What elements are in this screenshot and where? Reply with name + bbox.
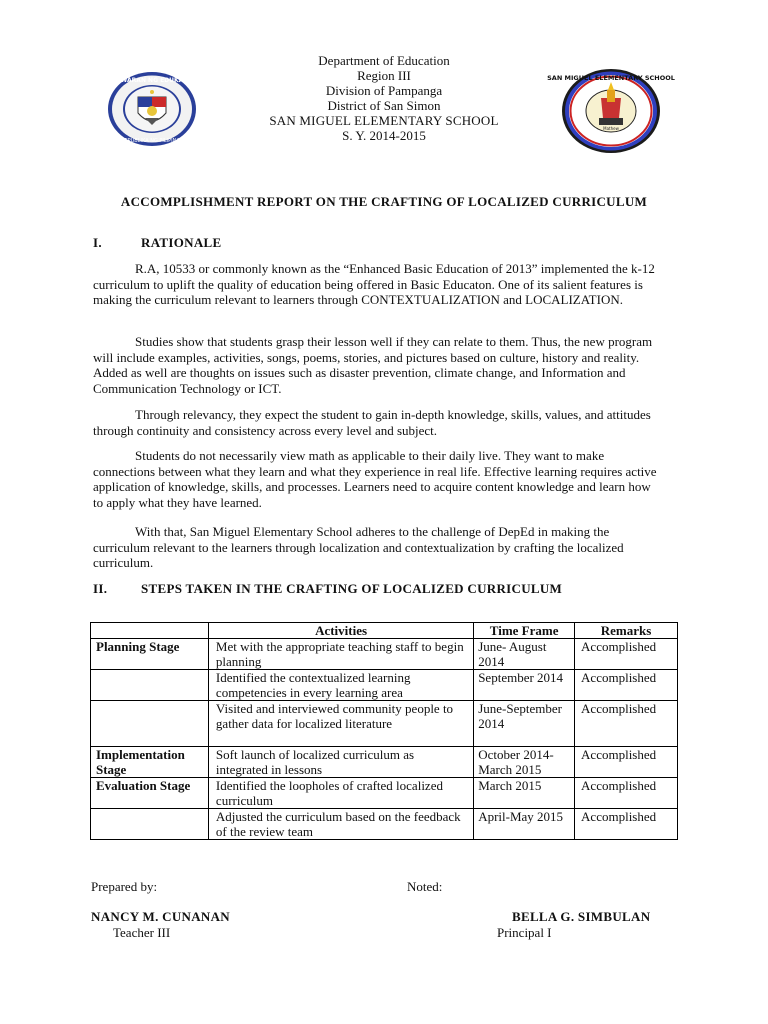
section-number: I. [93,235,102,250]
rationale-paragraph [93,261,659,308]
remarks-cell: Accomplished [575,809,678,840]
time-frame-cell: September 2014 [474,670,575,701]
time-frame-cell: October 2014-March 2015 [474,747,575,778]
svg-text:Mathew: Mathew [603,126,619,131]
noter-name: BELLA G. SIMBULAN [512,909,651,924]
table-row [91,809,678,840]
activity-cell: Identified the contextualized learning competencies in every learning area [208,670,473,701]
header-line-district: District of San Simon [327,98,441,113]
remarks-cell: Accomplished [575,670,678,701]
steps-table [90,622,678,840]
table-header-row [91,623,678,639]
rationale-paragraph [93,524,659,571]
header-line-division: Division of Pampanga [325,83,443,98]
header-line-region: Region III [357,68,411,83]
table-row [91,778,678,809]
remarks-cell: Accomplished [575,639,678,670]
noter-title: Principal I [497,925,552,940]
paragraph-text: Students do not necessarily view math as applicable to their daily live. They want to make connections between what they learn and what they experience in real life. Effective learning requires active application of knowledge, skills, and processes. Learners need to acquire content knowledge and learn how to apply what they have learned. [93,448,657,510]
svg-text:REPUBLIKA NG PILIPINAS: REPUBLIKA NG PILIPINAS [121,138,183,144]
activity-cell: Visited and interviewed community people to gather data for localized literature [208,701,473,747]
paragraph-text: Through relevancy, they expect the student to gain in-depth knowledge, skills, values, and attitudes through continuity and consistency across every level and subject. [93,407,651,438]
time-frame-cell: April-May 2015 [474,809,575,840]
table-row [91,670,678,701]
remarks-cell: Accomplished [575,701,678,747]
table-row [91,639,678,670]
header-line-school-year: S. Y. 2014-2015 [342,128,426,143]
preparer-title: Teacher III [113,925,171,940]
svg-text:KAGAWARAN NG EDUKASYON: KAGAWARAN NG EDUKASYON [102,77,202,84]
header-time-frame: Time Frame [474,623,575,639]
stage-cell [91,809,209,840]
section-number: II. [93,581,108,596]
rationale-paragraph [93,407,659,438]
activity-cell: Identified the loopholes of crafted localized curriculum [208,778,473,809]
svg-text:SAN MIGUEL ELEMENTARY SCHOOL: SAN MIGUEL ELEMENTARY SCHOOL [547,74,675,82]
table-row [91,747,678,778]
preparer-name: NANCY M. CUNANAN [91,909,230,924]
noted-label: Noted: [407,879,443,894]
section-label: RATIONALE [141,235,222,250]
rationale-paragraph [93,448,659,510]
section-label: STEPS TAKEN IN THE CRAFTING OF LOCALIZED CURRICULUM [141,581,563,596]
header-line-department: Department of Education [318,53,450,68]
stage-cell [91,670,209,701]
stage-cell: Evaluation Stage [91,778,209,809]
header-line-school: SAN MIGUEL ELEMENTARY SCHOOL [269,113,499,128]
header-activities: Activities [208,623,473,639]
document-header [0,53,768,143]
activity-cell: Soft launch of localized curriculum as integrated in lessons [208,747,473,778]
activity-cell: Met with the appropriate teaching staff to begin planning [208,639,473,670]
paragraph-text: Studies show that students grasp their lesson well if they can relate to them. Thus, the new program will include examples, activities, songs, poems, stories, and pictures based on culture, history and reality. Added as well are thoughts on issues such as disaster prevention, climate change, and Information and Communication Technology or ICT. [93,334,653,396]
paragraph-text: With that, San Miguel Elementary School adheres to the challenge of DepEd in making the curriculum relevant to the learners through localization and contextualization by crafting the localized curriculum. [93,524,624,571]
header-stage [91,623,209,639]
rationale-paragraph [93,334,659,396]
remarks-cell: Accomplished [575,778,678,809]
prepared-by-label: Prepared by: [91,879,158,894]
stage-cell: Planning Stage [91,639,209,670]
stage-cell: Implementation Stage [91,747,209,778]
section-heading-rationale [93,235,593,251]
section-heading-steps [93,581,673,597]
time-frame-cell: June- August 2014 [474,639,575,670]
stage-cell [91,701,209,747]
time-frame-cell: June-September 2014 [474,701,575,747]
report-title: ACCOMPLISHMENT REPORT ON THE CRAFTING OF LOCALIZED CURRICULUM [120,194,648,209]
remarks-cell: Accomplished [575,747,678,778]
time-frame-cell: March 2015 [474,778,575,809]
activity-cell: Adjusted the curriculum based on the feedback of the review team [208,809,473,840]
table-row [91,701,678,747]
paragraph-text: R.A, 10533 or commonly known as the “Enhanced Basic Education of 2013” implemented the k-12 curriculum to uplift the quality of education being offered in Basic Educaton. One of its salient features is making the curriculum relevant to learners through CONTEXTUALIZATION and LOCALIZATION. [93,261,655,308]
header-remarks: Remarks [575,623,678,639]
